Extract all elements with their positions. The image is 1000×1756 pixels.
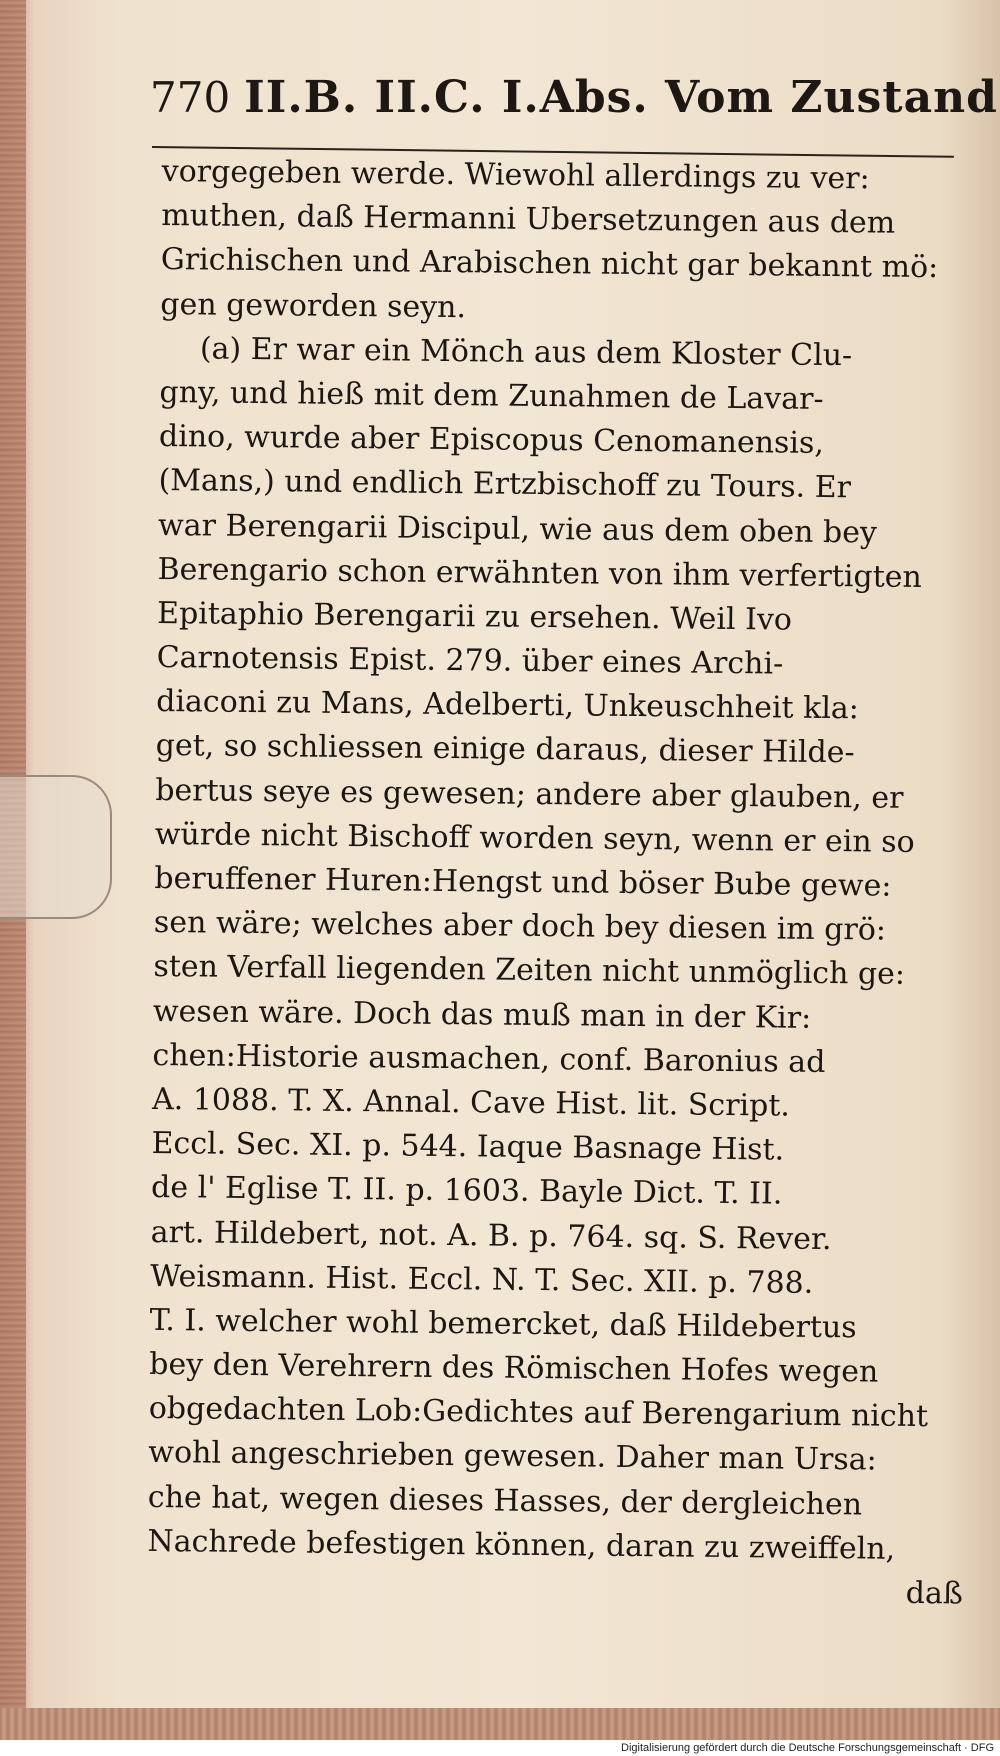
text-line: dino, wurde aber Episcopus Cenomanensis, — [158, 419, 825, 462]
text-line: Grichischen und Arabischen nicht gar bekannt mö: — [160, 242, 939, 286]
digitization-credit: Digitalisierung gefördert durch die Deutsche Forschungsgemeinschaft · DFG — [0, 1740, 1000, 1756]
text-line: A. 1088. T. X. Annal. Cave Hist. lit. Script. — [151, 1081, 791, 1124]
page-edge-bottom — [0, 1708, 1000, 1740]
text-line: beruffener Huren:Hengst und böser Bube gewe: — [154, 860, 892, 904]
catchword: daß — [905, 1575, 964, 1612]
bookmark-clip — [0, 775, 112, 919]
text-line: che hat, wegen dieses Hasses, der dergleichen — [147, 1479, 863, 1523]
text-line: würde nicht Bischoff worden seyn, wenn er ein so — [154, 816, 915, 860]
text-line: de l' Eglise T. II. p. 1603. Bayle Dict. T. II. — [150, 1170, 783, 1212]
text-line: Weismann. Hist. Eccl. N. T. Sec. XII. p. 788. — [150, 1258, 814, 1301]
running-head: II.B. II.C. I.Abs. Vom Zustand — [244, 72, 998, 123]
text-line: wohl angeschrieben gewesen. Daher man Ursa: — [148, 1435, 877, 1478]
text-line: get, so schliessen einige daraus, dieser Hilde- — [155, 728, 855, 771]
text-line: war Berengarii Discipul, wie aus dem oben bey — [157, 507, 878, 551]
text-line: T. I. welcher wohl bemercket, daß Hildebertus — [149, 1302, 857, 1346]
text-line: vorgegeben werde. Wiewohl allerdings zu ver: — [161, 153, 870, 197]
body-text — [147, 150, 980, 1617]
text-line: wesen wäre. Doch das muß man in der Kir: — [152, 993, 812, 1036]
text-line: (a) Er war ein Mönch aus dem Kloster Clu- — [199, 331, 853, 373]
text-line: sten Verfall liegenden Zeiten nicht unmöglich ge: — [153, 949, 906, 993]
page-header — [150, 72, 998, 136]
text-line: Eccl. Sec. XI. p. 544. Iaque Basnage Hist. — [151, 1126, 785, 1168]
text-line: gny, und hieß mit dem Zunahmen de Lavar- — [159, 374, 824, 417]
text-line: obgedachten Lob:Gedichtes auf Berengarium nicht — [148, 1391, 929, 1435]
text-line: (Mans,) und endlich Ertzbischoff zu Tours. Er — [158, 463, 852, 506]
text-line: gen geworden seyn. — [160, 286, 467, 325]
page-number: 770 — [150, 73, 231, 122]
text-line: diaconi zu Mans, Adelberti, Unkeuschheit kla: — [156, 684, 860, 727]
text-line: Berengario schon erwähnten von ihm verfertigten — [157, 551, 923, 595]
text-line: art. Hildebert, not. A. B. p. 764. sq. S. Rever. — [150, 1214, 832, 1257]
text-line: muthen, daß Hermanni Ubersetzungen aus dem — [161, 198, 896, 241]
text-line: bertus seye es gewesen; andere aber glauben, er — [155, 772, 904, 816]
text-line: chen:Historie ausmachen, conf. Baronius ad — [152, 1037, 826, 1080]
text-line: sen wäre; welches aber doch bey diesen im grö: — [153, 905, 887, 948]
text-line: Epitaphio Berengarii zu ersehen. Weil Ivo — [156, 595, 793, 638]
text-line: bey den Verehrern des Römischen Hofes wegen — [149, 1346, 879, 1390]
text-line: Carnotensis Epist. 279. über eines Archi- — [156, 640, 784, 682]
text-line: Nachrede befestigen können, daran zu zweiffeln, — [147, 1523, 896, 1567]
